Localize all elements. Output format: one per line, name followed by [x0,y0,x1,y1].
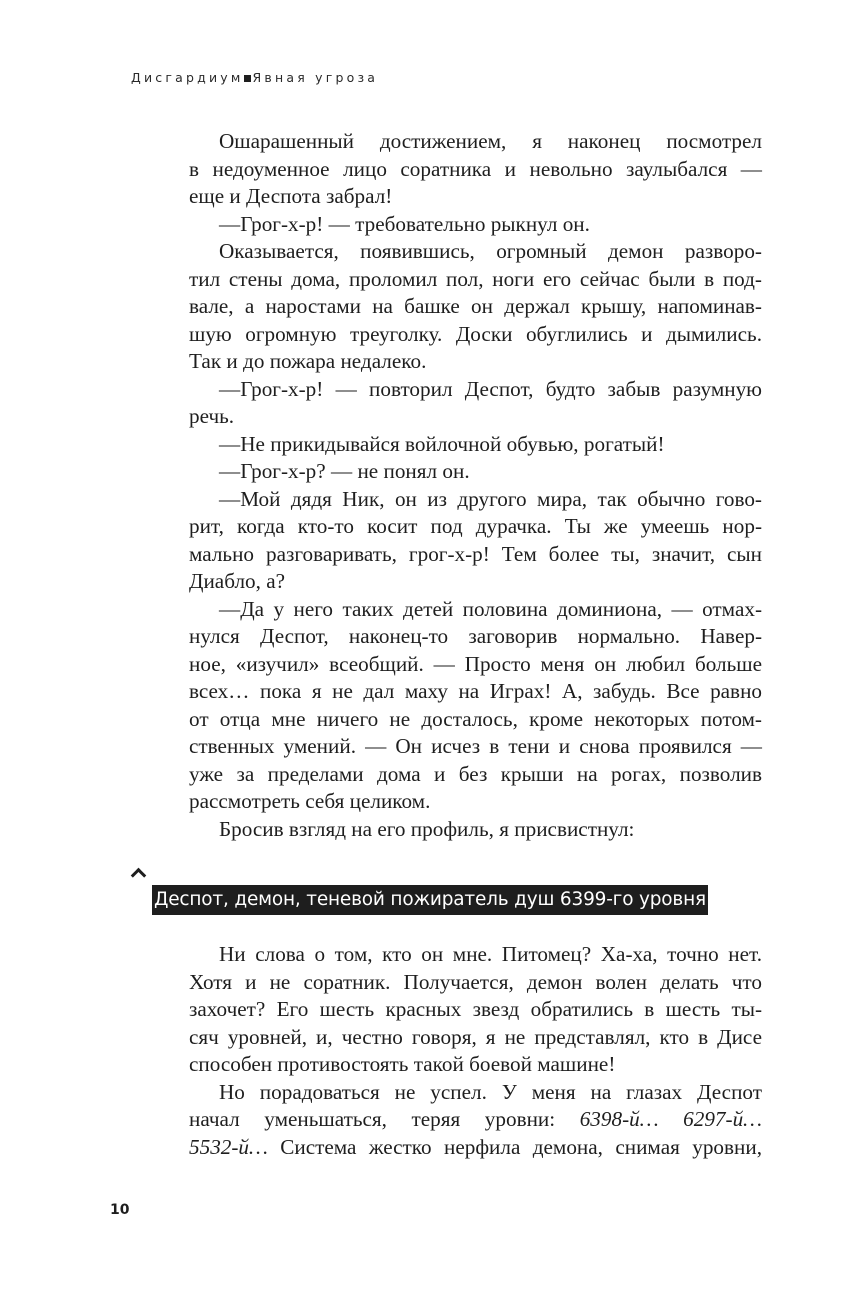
text-line: Ошарашенный достижением, я наконец посмотрел [219,129,762,153]
text-line: вале, а наростами на башке он держал крышу, напоминав- [189,294,762,318]
text-line: —Грог-х-р! — требовательно рыкнул он. [219,211,590,236]
text-line: захочет? Его шесть красных звезд обратились в шесть ты- [189,997,762,1021]
separator-square-icon [244,75,251,82]
page-number: 10 [110,1202,130,1218]
text-line: Но порадоваться не успел. У меня на глазах Деспот [219,1079,762,1104]
level-italic: 6297-й… [683,1107,763,1131]
system-message: Деспот, демон, теневой пожиратель душ 6399-го уровня [152,885,708,915]
text-line: сяч уровней, и, честно говоря, я не представлял, кто в Дисе [189,1024,762,1049]
text-line: Так и до пожара недалеко. [189,349,427,373]
text-line: Диабло, а? [189,569,286,593]
text-line: Бросив взгляд на его профиль, я присвистнул: [219,816,635,841]
text-line: шую огромную треуголку. Доски обуглились и дымились. [189,321,762,346]
text-line: еще и Деспота забрал! [189,184,393,208]
text-line: —Грог-х-р? — не понял он. [219,459,470,483]
text-line: всех… пока я не дал маху на Играх! А, забудь. Все равно [189,679,762,703]
text-line: Хотя и не соратник. Получается, демон волен делать что [189,969,762,994]
text-line [189,1134,762,1162]
main-text-block-1 [189,128,762,843]
text-line [189,1106,762,1134]
text-line: —Мой дядя Ник, он из другого мира, так обычно гово- [219,486,762,511]
text-line: мально разговаривать, грог-х-р! Тем более ты, значит, сын [189,541,762,566]
main-text-block-2 [189,941,762,1161]
text-line: ственных умений. — Он исчез в тени и снова проявился — [189,734,762,758]
text-line: Ни слова о том, кто он мне. Питомец? Ха-ха, точно нет. [219,942,762,966]
text-line: тил стены дома, проломил пол, ноги его сейчас были в под- [189,266,762,291]
text-line: ное, «изучил» всеобщий. — Просто меня он любил больше [189,651,762,676]
text-line: —Грог-х-р! — повторил Деспот, будто забыв разумную [219,376,762,401]
text-fragment: Система жестко нерфила демона, снимая уровни, [267,1134,762,1159]
text-line: способен противостоять такой боевой машине! [189,1052,616,1076]
level-italic: 6398-й… [579,1107,659,1131]
level-italic: 5532-й… [189,1134,268,1159]
text-line: рит, когда кто-то косит под дурачка. Ты же умеешь нор- [189,514,762,538]
text-line: —Не прикидывайся войлочной обувью, рогатый! [219,431,665,456]
text-line: уже за пределами дома и без крыши на рогах, позволив [189,761,762,786]
text-line: речь. [189,404,235,428]
book-title: Явная угроза [252,70,379,85]
text-line: нулся Деспот, наконец-то заговорив нормально. Навер- [189,624,762,648]
text-line: рассмотреть себя целиком. [189,789,431,813]
text-line: —Да у него таких детей половина доминиона, — отмах- [219,596,762,621]
text-line: Оказывается, появившись, огромный демон разворо- [219,239,762,263]
series-title: Дисгардиум [131,70,244,85]
system-caret-icon [131,868,147,884]
text-line: от отца мне ничего не досталось, кроме некоторых потом- [189,706,762,731]
text-line: в недоуменное лицо соратника и невольно заулыбался — [189,156,762,181]
text-fragment: начал уменьшаться, теряя уровни: [189,1107,556,1131]
running-head [131,70,378,85]
